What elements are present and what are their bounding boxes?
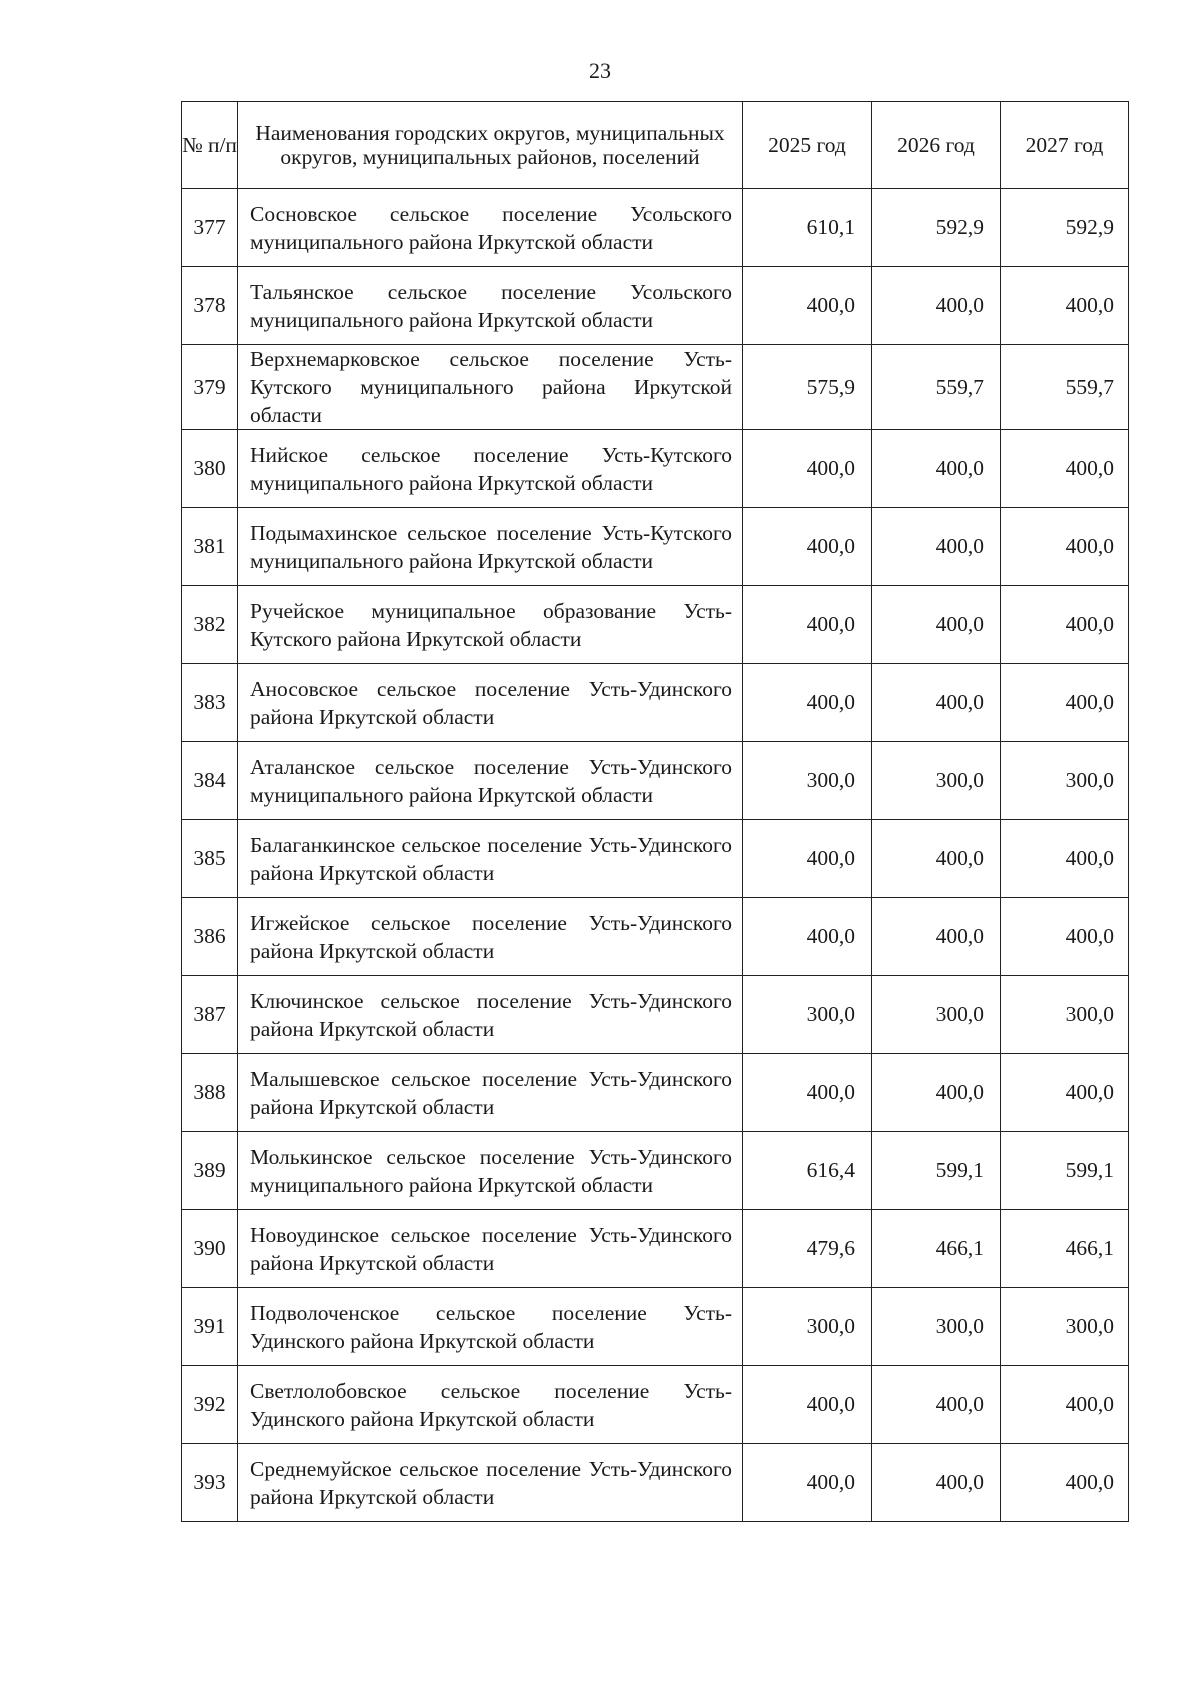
table-row bbox=[182, 267, 1129, 345]
row-value-2025: 400,0 bbox=[743, 508, 872, 586]
table-row bbox=[182, 1210, 1129, 1288]
table-row bbox=[182, 898, 1129, 976]
row-number: 388 bbox=[182, 1054, 238, 1132]
row-value-2027: 400,0 bbox=[1001, 664, 1129, 742]
row-value-2025: 400,0 bbox=[743, 898, 872, 976]
header-2025: 2025 год bbox=[743, 102, 872, 189]
row-name: Ключинское сельское поселение Усть-Удинского района Иркутской области bbox=[238, 976, 743, 1054]
row-value-2027: 466,1 bbox=[1001, 1210, 1129, 1288]
row-value-2025: 479,6 bbox=[743, 1210, 872, 1288]
row-value-2025: 400,0 bbox=[743, 1054, 872, 1132]
row-name: Верхнемарковское сельское поселение Усть-Кутского муниципального района Иркутской области bbox=[238, 345, 743, 430]
row-number: 378 bbox=[182, 267, 238, 345]
row-value-2025: 400,0 bbox=[743, 1444, 872, 1522]
row-value-2026: 400,0 bbox=[872, 898, 1001, 976]
row-number: 381 bbox=[182, 508, 238, 586]
header-row bbox=[182, 102, 1129, 189]
row-value-2026: 559,7 bbox=[872, 345, 1001, 430]
row-name: Светлолобовское сельское поселение Усть-Удинского района Иркутской области bbox=[238, 1366, 743, 1444]
row-value-2025: 400,0 bbox=[743, 267, 872, 345]
row-value-2026: 400,0 bbox=[872, 1366, 1001, 1444]
row-value-2027: 400,0 bbox=[1001, 898, 1129, 976]
row-number: 387 bbox=[182, 976, 238, 1054]
header-name: Наименования городских округов, муниципальных округов, муниципальных районов, поселений bbox=[238, 102, 743, 189]
row-name: Балаганкинское сельское поселение Усть-Удинского района Иркутской области bbox=[238, 820, 743, 898]
row-value-2026: 400,0 bbox=[872, 586, 1001, 664]
row-value-2027: 400,0 bbox=[1001, 1366, 1129, 1444]
row-name: Тальянское сельское поселение Усольского муниципального района Иркутской области bbox=[238, 267, 743, 345]
row-value-2026: 300,0 bbox=[872, 976, 1001, 1054]
page-number: 23 bbox=[589, 58, 611, 83]
header-2027: 2027 год bbox=[1001, 102, 1129, 189]
row-name: Малышевское сельское поселение Усть-Удинского района Иркутской области bbox=[238, 1054, 743, 1132]
row-number: 392 bbox=[182, 1366, 238, 1444]
row-name: Молькинское сельское поселение Усть-Удинского муниципального района Иркутской области bbox=[238, 1132, 743, 1210]
row-name: Новоудинское сельское поселение Усть-Удинского района Иркутской области bbox=[238, 1210, 743, 1288]
row-value-2025: 610,1 bbox=[743, 189, 872, 267]
table-body bbox=[182, 189, 1129, 1522]
row-value-2025: 300,0 bbox=[743, 1288, 872, 1366]
row-value-2027: 400,0 bbox=[1001, 820, 1129, 898]
table-row bbox=[182, 189, 1129, 267]
row-value-2027: 400,0 bbox=[1001, 508, 1129, 586]
row-number: 377 bbox=[182, 189, 238, 267]
row-value-2026: 599,1 bbox=[872, 1132, 1001, 1210]
table-row bbox=[182, 430, 1129, 508]
row-value-2026: 400,0 bbox=[872, 508, 1001, 586]
table-row bbox=[182, 1444, 1129, 1522]
row-value-2025: 400,0 bbox=[743, 664, 872, 742]
row-value-2027: 400,0 bbox=[1001, 267, 1129, 345]
row-value-2025: 616,4 bbox=[743, 1132, 872, 1210]
row-value-2026: 466,1 bbox=[872, 1210, 1001, 1288]
row-name: Аносовское сельское поселение Усть-Удинского района Иркутской области bbox=[238, 664, 743, 742]
row-value-2025: 400,0 bbox=[743, 820, 872, 898]
row-name: Подымахинское сельское поселение Усть-Кутского муниципального района Иркутской области bbox=[238, 508, 743, 586]
table-row bbox=[182, 820, 1129, 898]
table-header bbox=[182, 102, 1129, 189]
budget-table bbox=[181, 101, 1129, 1522]
row-name: Игжейское сельское поселение Усть-Удинского района Иркутской области bbox=[238, 898, 743, 976]
row-value-2027: 300,0 bbox=[1001, 1288, 1129, 1366]
row-value-2026: 400,0 bbox=[872, 820, 1001, 898]
row-number: 385 bbox=[182, 820, 238, 898]
row-name: Нийское сельское поселение Усть-Кутского муниципального района Иркутской области bbox=[238, 430, 743, 508]
row-name: Подволоченское сельское поселение Усть-Удинского района Иркутской области bbox=[238, 1288, 743, 1366]
row-value-2026: 400,0 bbox=[872, 664, 1001, 742]
row-name: Среднемуйское сельское поселение Усть-Удинского района Иркутской области bbox=[238, 1444, 743, 1522]
row-number: 386 bbox=[182, 898, 238, 976]
table-row bbox=[182, 1366, 1129, 1444]
row-number: 390 bbox=[182, 1210, 238, 1288]
table-row bbox=[182, 508, 1129, 586]
row-value-2025: 300,0 bbox=[743, 742, 872, 820]
row-value-2025: 575,9 bbox=[743, 345, 872, 430]
row-value-2026: 400,0 bbox=[872, 267, 1001, 345]
table-row bbox=[182, 742, 1129, 820]
row-name: Аталанское сельское поселение Усть-Удинского муниципального района Иркутской области bbox=[238, 742, 743, 820]
row-value-2027: 400,0 bbox=[1001, 1054, 1129, 1132]
row-number: 379 bbox=[182, 345, 238, 430]
table-row bbox=[182, 1132, 1129, 1210]
row-value-2025: 400,0 bbox=[743, 1366, 872, 1444]
row-number: 380 bbox=[182, 430, 238, 508]
row-number: 389 bbox=[182, 1132, 238, 1210]
header-2026: 2026 год bbox=[872, 102, 1001, 189]
row-number: 393 bbox=[182, 1444, 238, 1522]
row-name: Ручейское муниципальное образование Усть-Кутского района Иркутской области bbox=[238, 586, 743, 664]
row-number: 382 bbox=[182, 586, 238, 664]
row-value-2026: 300,0 bbox=[872, 1288, 1001, 1366]
row-value-2027: 599,1 bbox=[1001, 1132, 1129, 1210]
row-value-2027: 400,0 bbox=[1001, 586, 1129, 664]
row-value-2027: 592,9 bbox=[1001, 189, 1129, 267]
row-value-2025: 400,0 bbox=[743, 586, 872, 664]
row-value-2027: 400,0 bbox=[1001, 1444, 1129, 1522]
table-row bbox=[182, 664, 1129, 742]
table-row bbox=[182, 345, 1129, 430]
row-value-2025: 300,0 bbox=[743, 976, 872, 1054]
row-value-2027: 300,0 bbox=[1001, 976, 1129, 1054]
row-value-2027: 559,7 bbox=[1001, 345, 1129, 430]
row-value-2027: 400,0 bbox=[1001, 430, 1129, 508]
table-row bbox=[182, 976, 1129, 1054]
row-value-2026: 400,0 bbox=[872, 430, 1001, 508]
row-number: 384 bbox=[182, 742, 238, 820]
row-value-2026: 400,0 bbox=[872, 1444, 1001, 1522]
row-value-2027: 300,0 bbox=[1001, 742, 1129, 820]
row-name: Сосновское сельское поселение Усольского муниципального района Иркутской области bbox=[238, 189, 743, 267]
row-value-2026: 300,0 bbox=[872, 742, 1001, 820]
row-value-2026: 592,9 bbox=[872, 189, 1001, 267]
row-value-2026: 400,0 bbox=[872, 1054, 1001, 1132]
row-number: 383 bbox=[182, 664, 238, 742]
table-row bbox=[182, 586, 1129, 664]
table-row bbox=[182, 1288, 1129, 1366]
table-row bbox=[182, 1054, 1129, 1132]
row-value-2025: 400,0 bbox=[743, 430, 872, 508]
header-num: № п/п bbox=[182, 102, 238, 189]
row-number: 391 bbox=[182, 1288, 238, 1366]
